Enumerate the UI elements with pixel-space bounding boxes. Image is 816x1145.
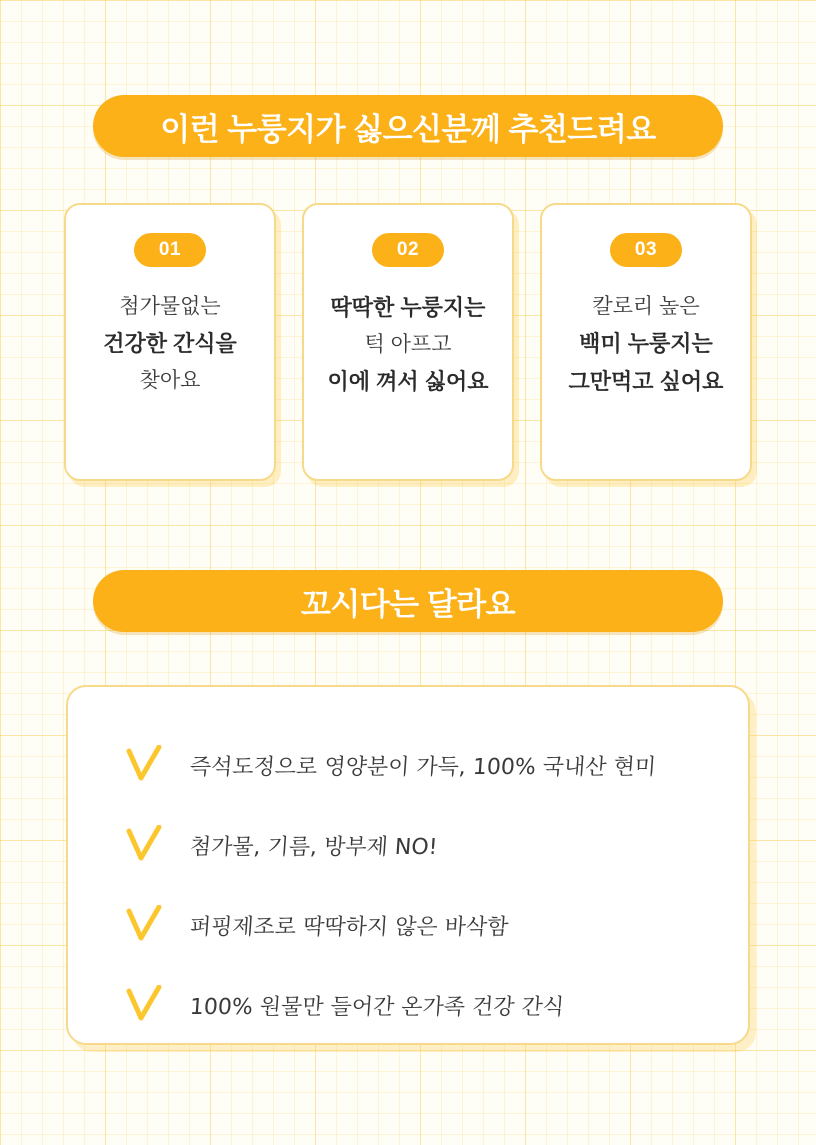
reason-card-list [64, 203, 752, 488]
card-text-block [328, 289, 489, 401]
card-line: 찾아요 [139, 368, 201, 392]
checklist-item-label: 즉석도정으로 영양분이 가득, 100% 국내산 현미 [188, 754, 657, 780]
headline-banner-top [93, 95, 723, 157]
checklist-item [68, 805, 748, 885]
card-line: 턱 아프고 [364, 332, 452, 356]
card-line: 딱딱한 누룽지는 [330, 295, 486, 320]
checklist-item [68, 725, 748, 805]
check-mark-icon [124, 824, 164, 866]
headline-banner-middle-text: 꼬시다는 달라요 [300, 586, 516, 622]
check-mark-icon [124, 904, 164, 946]
card-number-badge: 02 [372, 233, 444, 267]
card-text-block [569, 289, 724, 401]
reason-card [302, 203, 514, 481]
headline-banner-middle [93, 570, 723, 632]
feature-checklist-panel [66, 685, 750, 1045]
reason-card [540, 203, 752, 481]
card-line: 이에 껴서 싫어요 [327, 368, 489, 394]
check-mark-icon [124, 984, 164, 1026]
headline-banner-top-text: 이런 누룽지가 싫으신분께 추천드려요 [160, 111, 656, 147]
card-number-badge: 03 [610, 233, 682, 267]
card-line: 백미 누룽지는 [579, 331, 713, 357]
card-line: 건강한 간식을 [103, 331, 237, 357]
card-text-block [103, 289, 237, 399]
checklist-item-label: 첨가물, 기름, 방부제 NO! [188, 834, 439, 860]
checklist-item [68, 885, 748, 965]
check-mark-icon [124, 744, 164, 786]
card-number-badge: 01 [134, 233, 206, 267]
card-line: 첨가물없는 [119, 295, 221, 318]
checklist-item [68, 965, 748, 1045]
checklist-item-label: 100% 원물만 들어간 온가족 건강 간식 [188, 994, 565, 1020]
card-line: 칼로리 높은 [592, 295, 700, 318]
card-line: 그만먹고 싶어요 [568, 368, 724, 394]
reason-card [64, 203, 276, 481]
checklist-item-label: 퍼핑제조로 딱딱하지 않은 바삭함 [188, 914, 510, 940]
